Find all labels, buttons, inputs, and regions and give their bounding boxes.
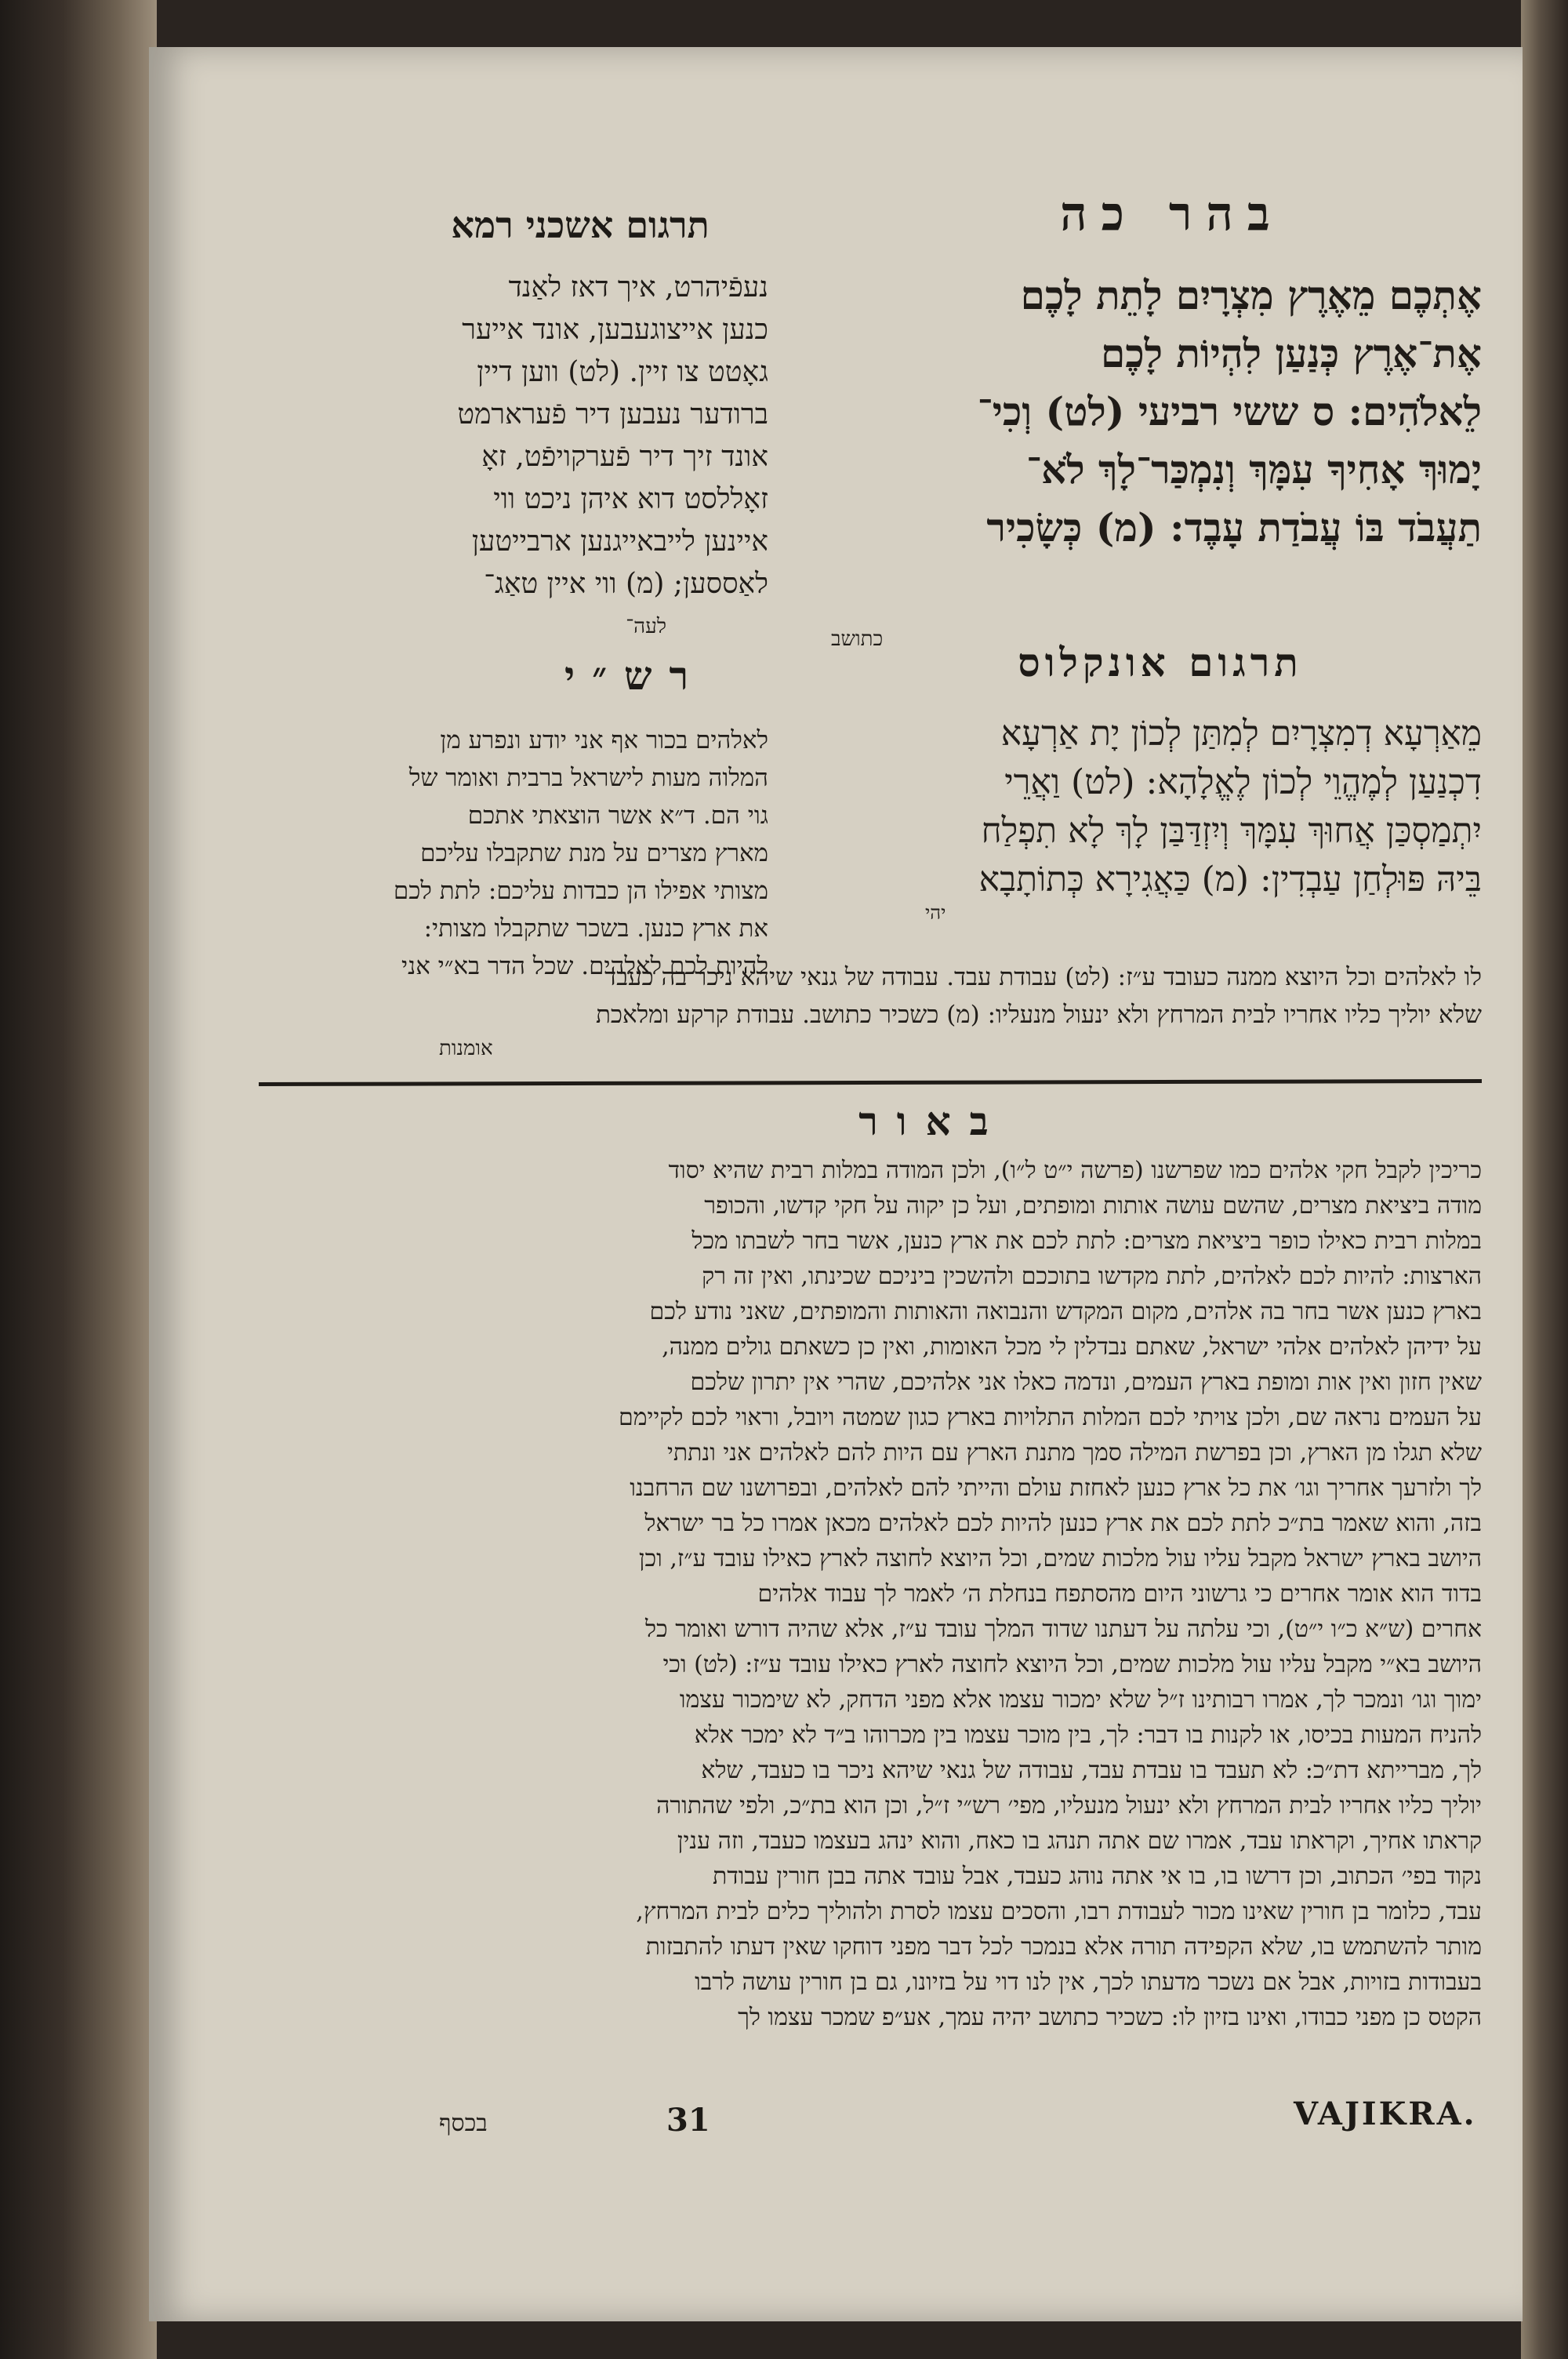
yiddish-translation [368, 267, 768, 648]
biur-line: ימוך וגו׳ ונמכר לך, אמרו רבותינו ז״ל שלא ימכור עצמו אלא מפני הדחק, לא שימכור עצמו [679, 1686, 1482, 1714]
biur-line: על ידיהן לאלהים אלהי ישראל, שאתם נבדלין לי מכל האומות, ואין כן כשאתם גולים ממנה, [662, 1333, 1482, 1361]
biur-text [400, 1153, 1482, 2035]
book-page-stack-left [0, 0, 157, 2359]
onkelos-catchword: יהי [925, 902, 946, 924]
biur-line: הקטס כן מפני כבודו, ואינו בזיון לו: כשכיר כתושב יהיה עמך, אע״פ שמכר עצמו לך [738, 2004, 1482, 2031]
torah-text [792, 267, 1482, 557]
biur-line: שאין חזון ואין אות ומופת בארץ העמים, ונדמה כאלו אני אלהיכם, שהרי אין יתרון שלכם [690, 1369, 1482, 1396]
biur-line: שלא תגלו מן הארץ, וכן בפרשת המילה סמך מתנת הארץ עם היות להם לאלהים אני ונתתי [666, 1439, 1482, 1467]
yiddish-line: גאָטט צו זיין. (לט) ווען דיין [477, 356, 768, 388]
biur-line: בדוד הוא אומר אחרים כי גרשוני היום מהסתפח בנחלת ה׳ לאמר לך עבוד אלהים [757, 1580, 1482, 1608]
biur-line: נקוד בפי׳ הכתוב, וכן דרשו בו, בו אי אתה נוהג כעבד, אבל עובד אתה בבן חורין עבודת [713, 1863, 1482, 1890]
biur-line: היושב בארץ ישראל מקבל עליו עול מלכות שמים, וכל היוצא לחוצה לארץ כאילו עובד ע״ז, וכן [638, 1545, 1482, 1572]
rashi-line: לו לאלהים וכל היוצא ממנה כעובד ע״ז: (לט) עבודת עבד. עבודה של גנאי שיהא ניכר בה כעבד [604, 963, 1482, 991]
rashi-line: שלא יוליך כליו אחריו לבית המרחץ ולא ינעול מנעליו: (מ) כשכיר כתושב. עבודת קרקע ומלאכת [595, 1001, 1482, 1029]
yiddish-line: נעפֿיהרט, איך דאז לאַנד [508, 271, 768, 304]
biur-line: היושב בא״י מקבל עליו עול מלכות שמים, וכל היוצא לחוצה לארץ כאילו עובד ע״ז: (לט) וכי [662, 1651, 1482, 1678]
rashi-line: המלוה מעות לישראל ברבית ואומר של [408, 764, 768, 792]
onkelos-title: תרגום אונקלוס [1018, 639, 1303, 685]
biur-line: מודה ביציאת מצרים, שהשם עושה אותות ומופתים, ועל כן יקוה על חקי קדשו, והכופר [704, 1192, 1482, 1219]
book-page-stack-right [1521, 0, 1568, 2359]
yiddish-line: איינען לייבאייגנען ארבייטען [471, 525, 768, 558]
biur-line: על העמים נראה שם, ולכן צויתי לכם המלות התלויות בארץ כגון שמטה ויובל, וראוי לכם לקיימם [619, 1404, 1482, 1431]
biur-line: בזה, והוא שאמר בת״כ לתת לכם את ארץ כנען להיות לכם לאלהים מכאן אמרו כל בר ישראל [644, 1510, 1482, 1537]
rashi-text [392, 722, 768, 985]
yiddish-line: לאַססען; (מ) ווי איין טאַג־ [484, 568, 768, 600]
yiddish-line: כנען אייצוגעבען, אונד אייער [462, 314, 768, 346]
rashi-line: גוי הם. ד״א אשר הוצאתי אתכם [467, 801, 768, 830]
torah-line: תַעֲבֹד בּוֹ עֲבֹדַת עָבֶד: (מ) כְּשָׂכִיר [986, 504, 1482, 551]
rashi-line: מצותי אפילו הן כבדות עליכם: לתת לכם [393, 877, 768, 905]
book-name: VAJIKRA. [1294, 2095, 1477, 2132]
yiddish-line: ברודער נעבען דיר פֿערארמט [457, 398, 768, 431]
yiddish-line: לעה־ [626, 615, 666, 638]
biur-line: כריכין לקבל חקי אלהים כמו שפרשנו (פרשה י״ט ל״ו), ולכן המודה במלות רבית שהיא יסוד [668, 1157, 1482, 1184]
rashi-line: מארץ מצרים על מנת שתקבלו עליכם [420, 839, 768, 867]
biur-line: לך, מברייתא דת״כ: לא תעבד בו עבדת עבד, עבודה של גנאי שיהא ניכר בו כעבד, שלא [701, 1757, 1482, 1784]
torah-line: אֶתְכֶם מֵאֶרֶץ מִצְרָיִם לָתֵת לָכֶם [1020, 272, 1482, 318]
rashi-title: רש״י [564, 652, 706, 699]
biur-line: בארץ כנען אשר בחר בה אלהים, מקום המקדש והנבואה והאותות והמופתים, שאני נודע לכם [649, 1298, 1482, 1325]
biur-line: אחרים (ש״א כ״ו י״ט), וכי עלתה על דעתנו שדוד המלך עובד ע״ז, אלא שהיה דורש ואומר כל [645, 1616, 1482, 1643]
rashi-line: להיות לכם לאלהים. שכל הדר בא״י אני [401, 952, 768, 980]
biur-line: הארצות: להיות לכם לאלהים, לתת מקדשו בתוככם ולהשכין ביניכם שכינתו, ואין זה רק [702, 1263, 1482, 1290]
rashi-line: את ארץ כנען. בשכר שתקבלו מצותי: [423, 914, 768, 943]
torah-line: לֵאלֹהִים: ס ששי רביעי (לט) וְכִי־ [977, 388, 1482, 434]
yiddish-line: אונד זיך דיר פֿערקויפֿט, זאָ [481, 441, 768, 473]
biur-catchword: בכסף [439, 2110, 488, 2137]
rashi-bottom-text [392, 958, 1482, 1034]
onkelos-line: יִתְמַסְכַּן אֲחוּךְ עִמָּךְ וְיִזְדַּבַּן לָךְ לָא תִפְלַח [981, 811, 1482, 851]
biur-line: להניח המעות בכיסו, או לקנות בו דבר: לך, בין מוכר עצמו בין מכרוהו ב״ד לא ימכר אלא [694, 1721, 1482, 1749]
biur-line: עבד, כלומר בן חורין שאינו מכור לעבודת רבו, והסכים עצמו לסרת ולהוליך כלים לבית המרחץ, [636, 1898, 1482, 1925]
biur-line: מותר להשתמש בו, שלא הקפידה תורה אלא בנמכר לכל דבר מפני דוחקו שאין דעתו להתבזות [645, 1933, 1482, 1961]
biur-line: בעבודות בזויות, אבל אם נשכר מדעתו לכך, אין לנו דוי על בזיונו, גם בן חורין עושה לרבו [695, 1968, 1482, 1996]
biur-line: יוליך כליו אחריו לבית המרחץ ולא ינעול מנעליו, מפי׳ רש״י ז״ל, וכן הוא בת״כ, ולפי שהתורה [656, 1792, 1482, 1819]
rashi-line: לאלהים בכור אף אני יודע ונפרע מן [440, 726, 768, 754]
biur-line: לך ולזרעך אחריך וגו׳ את כל ארץ כנען לאחזת עולם והייתי להם לאלהים, ובפרושנו שם הרחבנו [630, 1474, 1482, 1502]
torah-catchword: כתושב [831, 627, 884, 651]
torah-line: אֶת־אֶרֶץ כְּנַעַן לִהְיוֹת לָכֶם [1101, 330, 1482, 376]
page-number: 31 [666, 2102, 710, 2139]
onkelos-line: מֵאַרְעָא דְמִצְרָיִם לְמִתַּן לְכוֹן יָת אַרְעָא [1000, 714, 1482, 754]
yiddish-title: תרגום אשכני רמא [451, 204, 710, 246]
onkelos-line: בֵּיהּ פּוּלְחַן עַבְדִין: (מ) כַּאֲגִירָא כְּתוֹתָבָא [978, 860, 1482, 900]
onkelos-line: דִכְנַעַן לְמֶהֱוֵי לְכוֹן לֶאֱלָהָא: (לט) וַאֲרֵי [1004, 762, 1482, 802]
yiddish-line: זאָללסט דוא איהן ניכט ווי [493, 483, 768, 515]
rashi-catchword: אומנות [439, 1037, 493, 1060]
biur-line: במלות רבית כאילו כופר ביציאת מצרים: לתת לכם את ארץ כנען, אשר בחר לשבתו מכל [691, 1227, 1482, 1255]
parasha-title: בהר כה [1060, 187, 1284, 242]
onkelos-text [784, 710, 1482, 904]
biur-title: באור [858, 1098, 1007, 1144]
biur-line: קראתו אחיך, וקראתו עבד, אמרו שם אתה תנהג בו כאח, והוא ינהג בעצמו כעבד, וזה ענין [677, 1827, 1482, 1855]
torah-line: יָמוּךְ אָחִיךָ עִמָּךְ וְנִמְכַּר־לָךְ לֹא־ [1025, 446, 1482, 493]
